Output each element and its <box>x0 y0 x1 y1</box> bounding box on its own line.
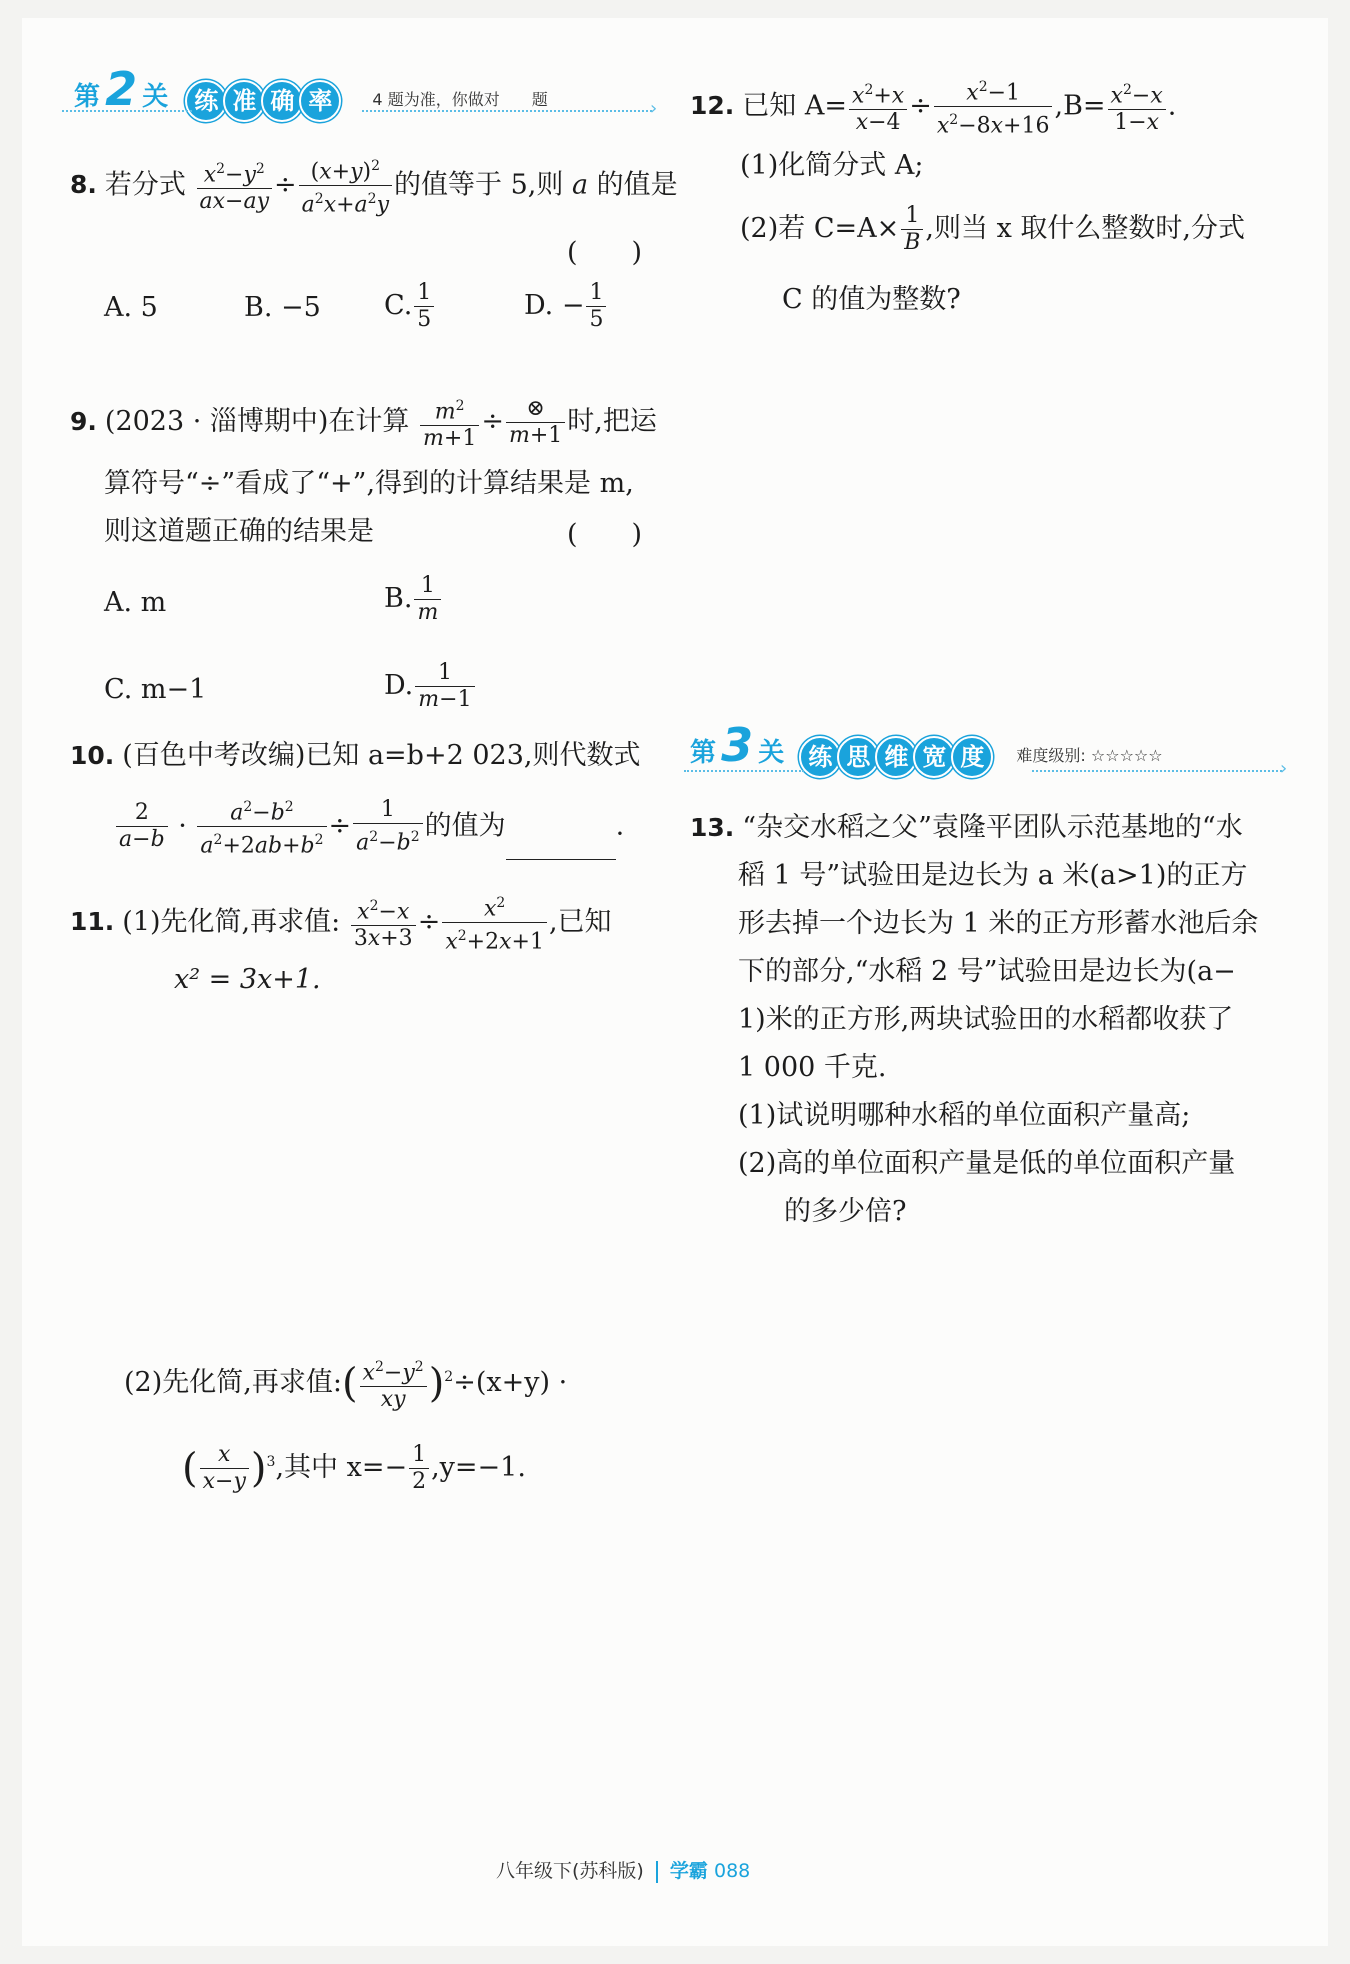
badge-char: 思 <box>837 736 879 778</box>
footer-divider <box>656 1861 658 1883</box>
divider <box>62 110 192 112</box>
q9-text: 时,把运 <box>567 406 657 438</box>
q13-line: 形去掉一个边长为 1 米的正方形蓄水池后余 <box>738 908 1259 939</box>
q13-line: 1)米的正方形,两块试验田的水稻都收获了 <box>738 1004 1234 1035</box>
section-3-guan: 关 <box>758 738 785 768</box>
section-2-di: 第 <box>74 82 101 112</box>
badge-char: 宽 <box>913 736 955 778</box>
question-number: 13. <box>690 813 735 842</box>
answer-paren: ( ) <box>567 519 643 550</box>
q11-text: (1)先化简,再求值: <box>122 906 341 938</box>
q8-option-c: C. $\frac{1}{5}$ <box>384 280 436 333</box>
question-10 <box>70 736 640 776</box>
q12-text: (2)若 C=A× <box>740 213 900 244</box>
q11-text: ,已知 <box>548 906 612 938</box>
q9-line3: 则这道题正确的结果是 <box>104 516 374 547</box>
q12-text: ,B= <box>1054 90 1106 122</box>
divider <box>1032 770 1282 772</box>
divider <box>362 110 652 112</box>
q11-text: ,y=−1. <box>431 1452 526 1483</box>
q12-part2: (2)若 C=A× $\frac{1}{B}$ ,则当 x 取什么整数时,分式 <box>740 203 1245 255</box>
answer-paren: ( ) <box>567 237 643 268</box>
q11-part2-line2: ( $\frac{x}{x-y}$ )$^3$,其中 x=− $\frac{1}{2}$ ,y=−1. <box>182 1442 526 1494</box>
section-3-badge <box>799 736 989 778</box>
q12-text: ÷ <box>909 90 932 122</box>
q9-line2: 算符号“÷”看成了“+”,得到的计算结果是 m, <box>104 468 634 499</box>
q13-line: 稻 1 号”试验田是边长为 a 米(a>1)的正方 <box>738 860 1248 891</box>
option-label: B. <box>384 583 413 614</box>
badge-char: 确 <box>261 80 303 122</box>
question-13 <box>690 808 1243 848</box>
q10-text: 的值为 <box>424 810 506 842</box>
q9-option-b: B. $\frac{1}{m}$ <box>384 573 443 626</box>
section-3-di: 第 <box>690 738 717 768</box>
q13-part1: (1)试说明哪种水稻的单位面积产量高; <box>738 1100 1191 1131</box>
q8-option-b: B. −5 <box>244 292 321 323</box>
arrow-icon: › <box>650 98 658 119</box>
footer-grade: 八年级下(苏科版) <box>496 1860 644 1882</box>
q11-text: (2)先化简,再求值: <box>124 1367 342 1399</box>
q13-line: 1 000 千克. <box>738 1052 887 1083</box>
q12-part1: (1)化简分式 A; <box>740 150 924 181</box>
badge-char: 准 <box>223 80 265 122</box>
q11-part2: (2)先化简,再求值:( $\frac{x^2-y^2}{xy}$ )$^2$÷(x+y) · <box>124 1354 567 1413</box>
footer-brand: 学霸 <box>669 1860 708 1882</box>
question-number: 8. <box>70 170 97 200</box>
section-2-guan: 关 <box>142 82 169 112</box>
question-11: 11. (1)先化简,再求值: $\frac{x^2-x}{3x+3}$ ÷ $\frac{x^2}{x^2+2x+1}$ ,已知 <box>70 890 612 956</box>
q12-part2-line2: C 的值为整数? <box>782 284 961 315</box>
section-2-header <box>74 62 548 122</box>
q8-text: 的值等于 5,则 <box>394 169 564 201</box>
option-label: D. <box>384 670 414 701</box>
section-2-badge <box>185 80 337 122</box>
q13-text: “杂交水稻之父”袁隆平团队示范基地的“水 <box>742 812 1243 843</box>
badge-char: 练 <box>185 80 227 122</box>
option-label: D. − <box>524 290 585 321</box>
section-3-number: 3 <box>721 718 754 772</box>
q9-text: (2023 · 淄博期中)在计算 <box>104 406 410 438</box>
badge-char: 率 <box>299 80 341 122</box>
q9-option-a: A. m <box>104 587 167 618</box>
footer <box>496 1856 750 1883</box>
q10-text: (百色中考改编)已知 a=b+2 023,则代数式 <box>122 740 641 771</box>
question-number: 9. <box>70 407 97 437</box>
section-2-number: 2 <box>105 62 138 116</box>
q13-part2-line2: 的多少倍? <box>784 1196 907 1227</box>
q8-var: a <box>571 169 589 201</box>
question-9: 9. (2023 · 淄博期中)在计算 $\frac{m^2}{m+1}$ ÷ ⊗ m+1 时,把运 <box>70 393 657 452</box>
question-8: 8. 若分式 $\frac{x^2-y^2}{ax-ay}$ ÷ $\frac{(x+y)^2}{a^2x+a^2y}$ 的值等于 5,则 a 的值是 <box>70 153 678 219</box>
q12-text: 已知 A= <box>742 90 848 122</box>
question-number: 11. <box>70 907 115 937</box>
section-2-subtitle: 4 题为准，你做对 题 <box>372 90 548 109</box>
q8-option-a: A. 5 <box>104 292 158 323</box>
section-3-subtitle: 难度级别: ☆☆☆☆☆ <box>1016 746 1163 765</box>
badge-char: 度 <box>951 736 993 778</box>
q10-expression: $\frac{2}{a-b}$ · $\frac{a^2-b^2}{a^2+2ab+b^2}$ ÷ $\frac{1}{a^2-b^2}$ 的值为 . <box>114 794 624 860</box>
q8-text: 的值是 <box>596 169 678 201</box>
q9-option-c: C. m−1 <box>104 674 207 705</box>
answer-blank[interactable] <box>506 829 616 860</box>
q9-option-d: D. $\frac{1}{m-1}$ <box>384 660 477 713</box>
question-number: 12. <box>690 91 735 121</box>
question-number: 10. <box>70 741 115 770</box>
q11-text: ÷(x+y) · <box>453 1367 568 1399</box>
q8-option-d: D. − $\frac{1}{5}$ <box>524 280 608 333</box>
q11-condition: x² = 3x+1. <box>174 964 321 995</box>
q13-line: 下的部分,“水稻 2 号”试验田是边长为(a− <box>738 956 1236 987</box>
q12-text: ,则当 x 取什么整数时,分式 <box>925 213 1245 244</box>
worksheet-page <box>22 18 1328 1946</box>
q11-text: ,其中 x=− <box>275 1452 408 1483</box>
section-3-header <box>690 718 1163 778</box>
badge-char: 练 <box>799 736 841 778</box>
page-number: 088 <box>713 1860 751 1882</box>
arrow-icon: › <box>1280 758 1288 779</box>
badge-char: 维 <box>875 736 917 778</box>
q8-text: 若分式 <box>104 169 186 201</box>
q13-part2: (2)高的单位面积产量是低的单位面积产量 <box>738 1148 1236 1179</box>
divider <box>684 770 804 772</box>
question-12: 12. 已知 A= $\frac{x^2+x}{x-4}$ ÷ $\frac{x^2-1}{x^2-8x+16}$ ,B= $\frac{x^2-x}{1-x}$ . <box>690 74 1176 140</box>
option-label: C. <box>384 290 413 321</box>
